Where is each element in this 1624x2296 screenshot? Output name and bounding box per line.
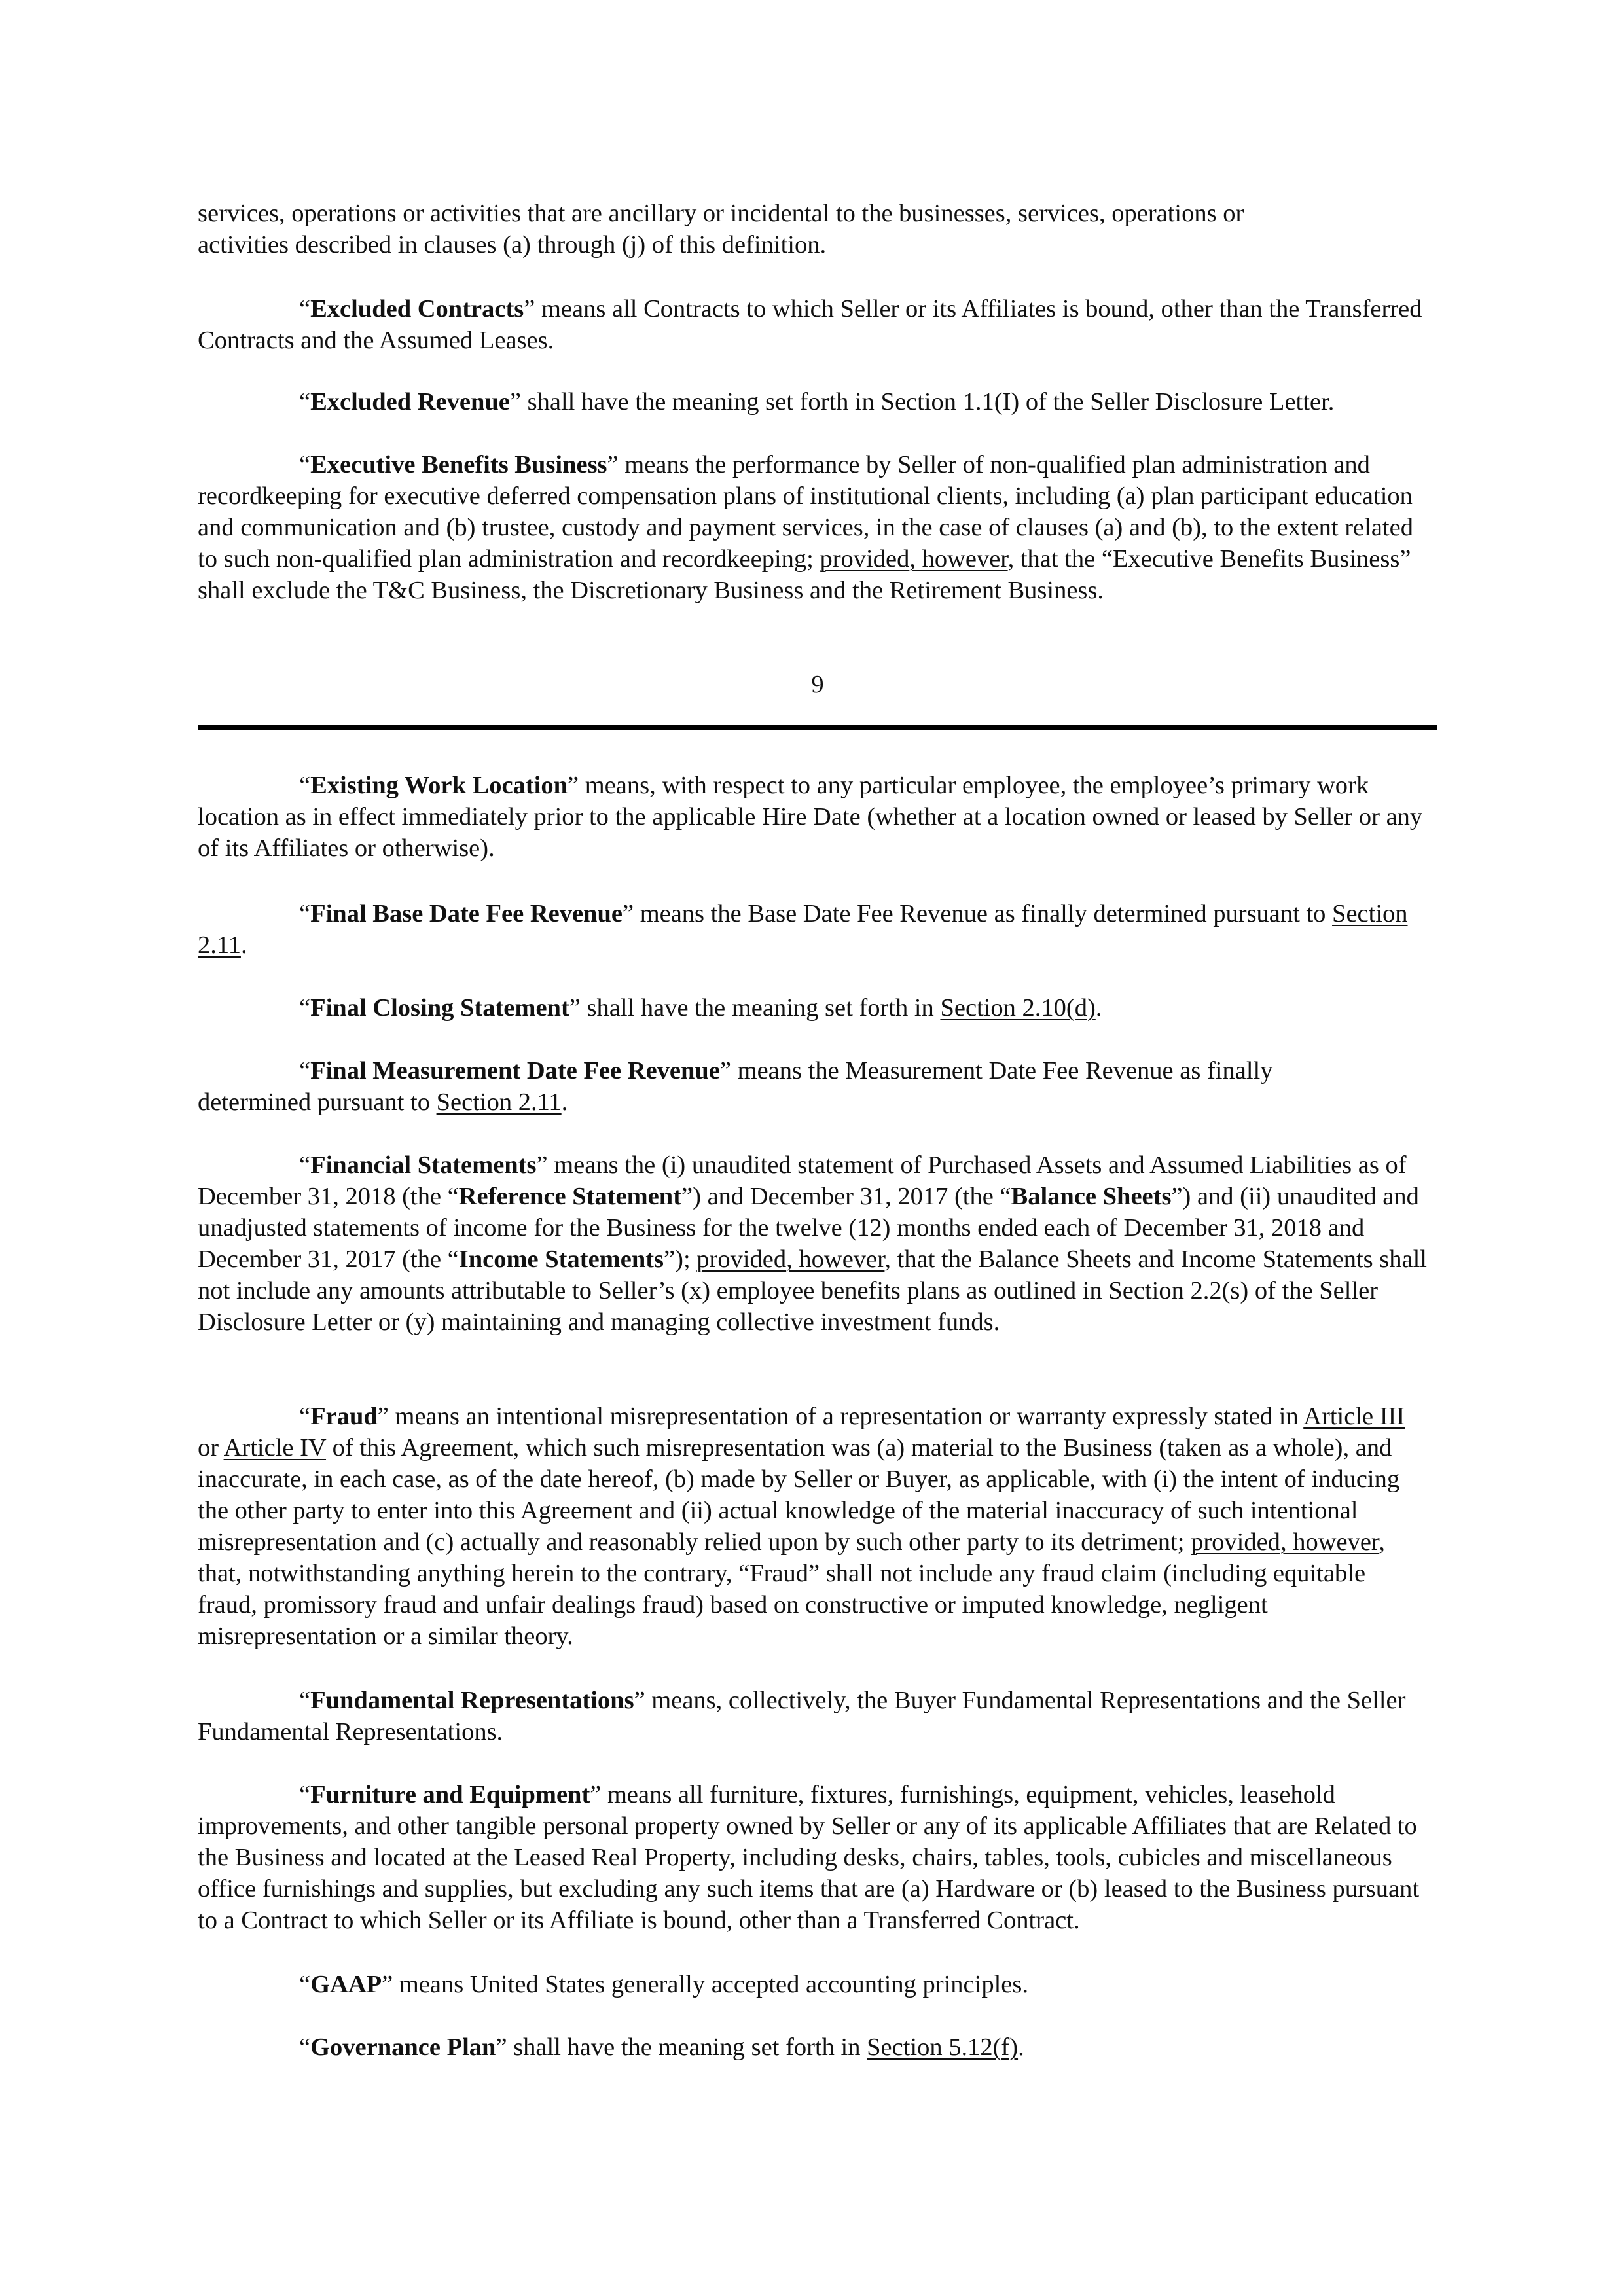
definition-fundamental-representations: “Fundamental Representations” means, collectively, the Buyer Fundamental Representations and the Seller Fundamental Representations.	[198, 1687, 1406, 1746]
section-ref-link[interactable]: Section 2.10(d)	[940, 994, 1096, 1022]
comma: ,	[1280, 1528, 1293, 1556]
period: .	[1018, 2034, 1024, 2061]
defined-term: GAAP	[310, 1971, 382, 1998]
defined-term: Executive Benefits Business	[310, 451, 607, 478]
definition-fraud: “Fraud” means an intentional misrepresentation of a representation or warranty expressly stated in Article III or Article IV of this Agreement, which such misrepresentation was (a) material to the Business (taken as a whole), and inaccurate, in each case, as of the date hereof, (b) made by Seller or Buyer, as applicable, with (i) the intent of inducing the other party to enter into this Agreement and (ii) actual knowledge of the material inaccuracy of such intentional misrepresentation and (c) actually and reasonably relied upon by such other party to its detriment; provided, however, that, notwithstanding anything herein to the contrary, “Fraud” shall not include any fraud claim (including equitable fraud, promissory fraud and unfair dealings fraud) based on constructive or imputed knowledge, negligent misrepresentation or a similar theory.	[198, 1403, 1405, 1650]
definition-final-measurement-date-fee-revenue: “Final Measurement Date Fee Revenue” means the Measurement Date Fee Revenue as finally determined pursuant to Section 2.11.	[198, 1057, 1273, 1116]
defined-term: Furniture and Equipment	[310, 1781, 590, 1808]
definition-text: , that the Balance Sheets and Income Statements shall not include any amounts attributable to Seller’s (x) employee benefits plans as outlined in Section 2.2(s) of the Seller Disclosure Letter or (y) maintaining and managing collective investment funds.	[198, 1246, 1427, 1336]
however-term: however	[1293, 1528, 1379, 1556]
defined-term: Existing Work Location	[310, 772, 568, 799]
definition-gaap: “GAAP” means United States generally accepted accounting principles.	[299, 1971, 1028, 1998]
definition-text: shall have the meaning set forth in	[507, 2034, 867, 2061]
defined-term: Balance Sheets	[1011, 1183, 1172, 1210]
definition-financial-statements: “Financial Statements” means the (i) unaudited statement of Purchased Assets and Assumed Liabilities as of December 31, 2018 (the “Reference Statement”) and December 31, 2017 (the “Balance Sheets”) and (ii) unaudited and unadjusted statements of income for the Business for the twelve (12) months ended each of December 31, 2018 and December 31, 2017 (the “Income Statements”); provided, however, that the Balance Sheets and Income Statements shall not include any amounts attributable to Seller’s (x) employee benefits plans as outlined in Section 2.2(s) of the Seller Disclosure Letter or (y) maintaining and managing collective investment funds.	[198, 1151, 1427, 1336]
definition-text: means United States generally accepted accounting principles.	[393, 1971, 1028, 1998]
definition-text: means all Contracts to which Seller or its Affiliates is bound, other than the Transferred Contracts and the Assumed Leases.	[198, 295, 1422, 354]
definition-text: means the (i) unaudited statement of Purchased Assets and Assumed Liabilities as of December 31, 2018 (the “	[198, 1151, 1407, 1210]
or-text: or	[198, 1434, 224, 1462]
definition-text: means all furniture, fixtures, furnishings, equipment, vehicles, leasehold improvements, and other tangible personal property owned by Seller or any of its applicable Affiliates that are Related to the Business and located at the Leased Real Property, including desks, chairs, tables, tools, cubicles and miscellaneous office furnishings and supplies, but excluding any such items that are (a) Hardware or (b) leased to the Business pursuant to a Contract to which Seller or its Affiliate is bound, other than a Transferred Contract.	[198, 1781, 1420, 1934]
defined-term: Fundamental Representations	[310, 1687, 634, 1714]
page-break-rule	[198, 725, 1437, 730]
defined-term: Final Base Date Fee Revenue	[310, 900, 623, 927]
definition-text: ”);	[664, 1246, 697, 1273]
period: .	[1095, 994, 1102, 1022]
defined-term: Fraud	[310, 1403, 378, 1430]
defined-term: Final Closing Statement	[310, 994, 569, 1022]
definition-excluded-revenue: “Excluded Revenue” shall have the meaning set forth in Section 1.1(I) of the Seller Disclosure Letter.	[299, 388, 1335, 416]
page-number: 9	[811, 671, 824, 698]
definition-text: shall have the meaning set forth in Section 1.1(I) of the Seller Disclosure Letter.	[521, 388, 1335, 416]
definition-text: means the Base Date Fee Revenue as finally determined pursuant to	[634, 900, 1333, 927]
defined-term: Excluded Contracts	[310, 295, 524, 323]
article-ref-link[interactable]: Article IV	[223, 1434, 327, 1462]
defined-term: Final Measurement Date Fee Revenue	[310, 1057, 720, 1085]
provided-term: provided	[696, 1246, 787, 1273]
definition-text: means the performance by Seller of non-qualified plan administration and recordkeeping for executive deferred compensation plans of institutional clients, including (a) plan participant education and communication and (b) trustee, custody and payment services, in the case of clauses (a) and (b), to the extent related to such non-qualified plan administration and recordkeeping;	[198, 451, 1413, 573]
definition-text: means an intentional misrepresentation of a representation or warranty expressly stated in	[388, 1403, 1304, 1430]
however-term: however	[799, 1246, 885, 1273]
paragraph-text: services, operations or activities that are ancillary or incidental to the businesses, services, operations or activities described in clauses (a) through (j) of this definition.	[198, 200, 1244, 259]
definition-text: means the Measurement Date Fee Revenue as finally determined pursuant to	[198, 1057, 1273, 1116]
provided-term: provided	[820, 545, 910, 573]
definition-excluded-contracts: “Excluded Contracts” means all Contracts to which Seller or its Affiliates is bound, other than the Transferred Contracts and the Assumed Leases.	[198, 295, 1422, 354]
definition-text: ”) and December 31, 2017 (the “	[681, 1183, 1011, 1210]
defined-term: Reference Statement	[458, 1183, 682, 1210]
definition-text: means, with respect to any particular employee, the employee’s primary work location as in effect immediately prior to the applicable Hire Date (whether at a location owned or leased by Seller or any of its Affiliates or otherwise).	[198, 772, 1423, 862]
article-ref-link[interactable]: Article III	[1303, 1403, 1405, 1430]
definition-text: ”) and (ii) unaudited and unadjusted statements of income for the Business for the twelve (12) months ended each of December 31, 2018 and December 31, 2017 (the “	[198, 1183, 1419, 1273]
document-page	[198, 0, 1437, 2296]
period: .	[561, 1088, 568, 1116]
section-ref-link[interactable]: Section 2.11	[436, 1088, 562, 1116]
definition-final-closing-statement: “Final Closing Statement” shall have the meaning set forth in Section 2.10(d).	[299, 994, 1102, 1022]
however-term: however	[922, 545, 1008, 573]
defined-term: Income Statements	[458, 1246, 664, 1273]
section-ref-link[interactable]: Section 5.12(f)	[867, 2034, 1019, 2061]
continued-paragraph	[198, 198, 1330, 260]
definition-text: , that, notwithstanding anything herein to the contrary, “Fraud” shall not include any fraud claim (including equitable fraud, promissory fraud and unfair dealings fraud) based on constructive or imputed knowledge, negligent misrepresentation or a similar theory.	[198, 1528, 1385, 1650]
period: .	[240, 931, 247, 959]
definition-governance-plan: “Governance Plan” shall have the meaning set forth in Section 5.12(f).	[299, 2034, 1024, 2061]
definition-text: means, collectively, the Buyer Fundamental Representations and the Seller Fundamental Representations.	[198, 1687, 1406, 1746]
comma: ,	[909, 545, 922, 573]
definition-executive-benefits-business: “Executive Benefits Business” means the performance by Seller of non-qualified plan administration and recordkeeping for executive deferred compensation plans of institutional clients, including (a) plan participant education and communication and (b) trustee, custody and payment services, in the case of clauses (a) and (b), to the extent related to such non-qualified plan administration and recordkeeping; provided, however, that the “Executive Benefits Business” shall exclude the T&C Business, the Discretionary Business and the Retirement Business.	[198, 451, 1413, 604]
definition-text: , that the “Executive Benefits Business” shall exclude the T&C Business, the Discretionary Business and the Retirement Business.	[198, 545, 1411, 604]
provided-term: provided	[1191, 1528, 1280, 1556]
definition-text: of this Agreement, which such misrepresentation was (a) material to the Business (taken as a whole), and inaccurate, in each case, as of the date hereof, (b) made by Seller or Buyer, as applicable, with (i) the intent of inducing the other party to enter into this Agreement and (ii) actual knowledge of the material inaccuracy of such intentional misrepresentation and (c) actually and reasonably relied upon by such other party to its detriment;	[198, 1434, 1400, 1556]
defined-term: Excluded Revenue	[310, 388, 510, 416]
definition-furniture-and-equipment: “Furniture and Equipment” means all furniture, fixtures, furnishings, equipment, vehicles, leasehold improvements, and other tangible personal property owned by Seller or any of its applicable Affiliates that are Related to the Business and located at the Leased Real Property, including desks, chairs, tables, tools, cubicles and miscellaneous office furnishings and supplies, but excluding any such items that are (a) Hardware or (b) leased to the Business pursuant to a Contract to which Seller or its Affiliate is bound, other than a Transferred Contract.	[198, 1781, 1420, 1934]
definition-text: shall have the meaning set forth in	[580, 994, 941, 1022]
definition-final-base-date-fee-revenue: “Final Base Date Fee Revenue” means the Base Date Fee Revenue as finally determined pursuant to Section 2.11.	[198, 900, 1408, 959]
comma: ,	[786, 1246, 799, 1273]
section-ref-link[interactable]: Section 2.11	[198, 900, 1408, 959]
definition-existing-work-location: “Existing Work Location” means, with respect to any particular employee, the employee’s primary work location as in effect immediately prior to the applicable Hire Date (whether at a location owned or leased by Seller or any of its Affiliates or otherwise).	[198, 772, 1423, 862]
defined-term: Financial Statements	[310, 1151, 537, 1179]
defined-term: Governance Plan	[310, 2034, 496, 2061]
